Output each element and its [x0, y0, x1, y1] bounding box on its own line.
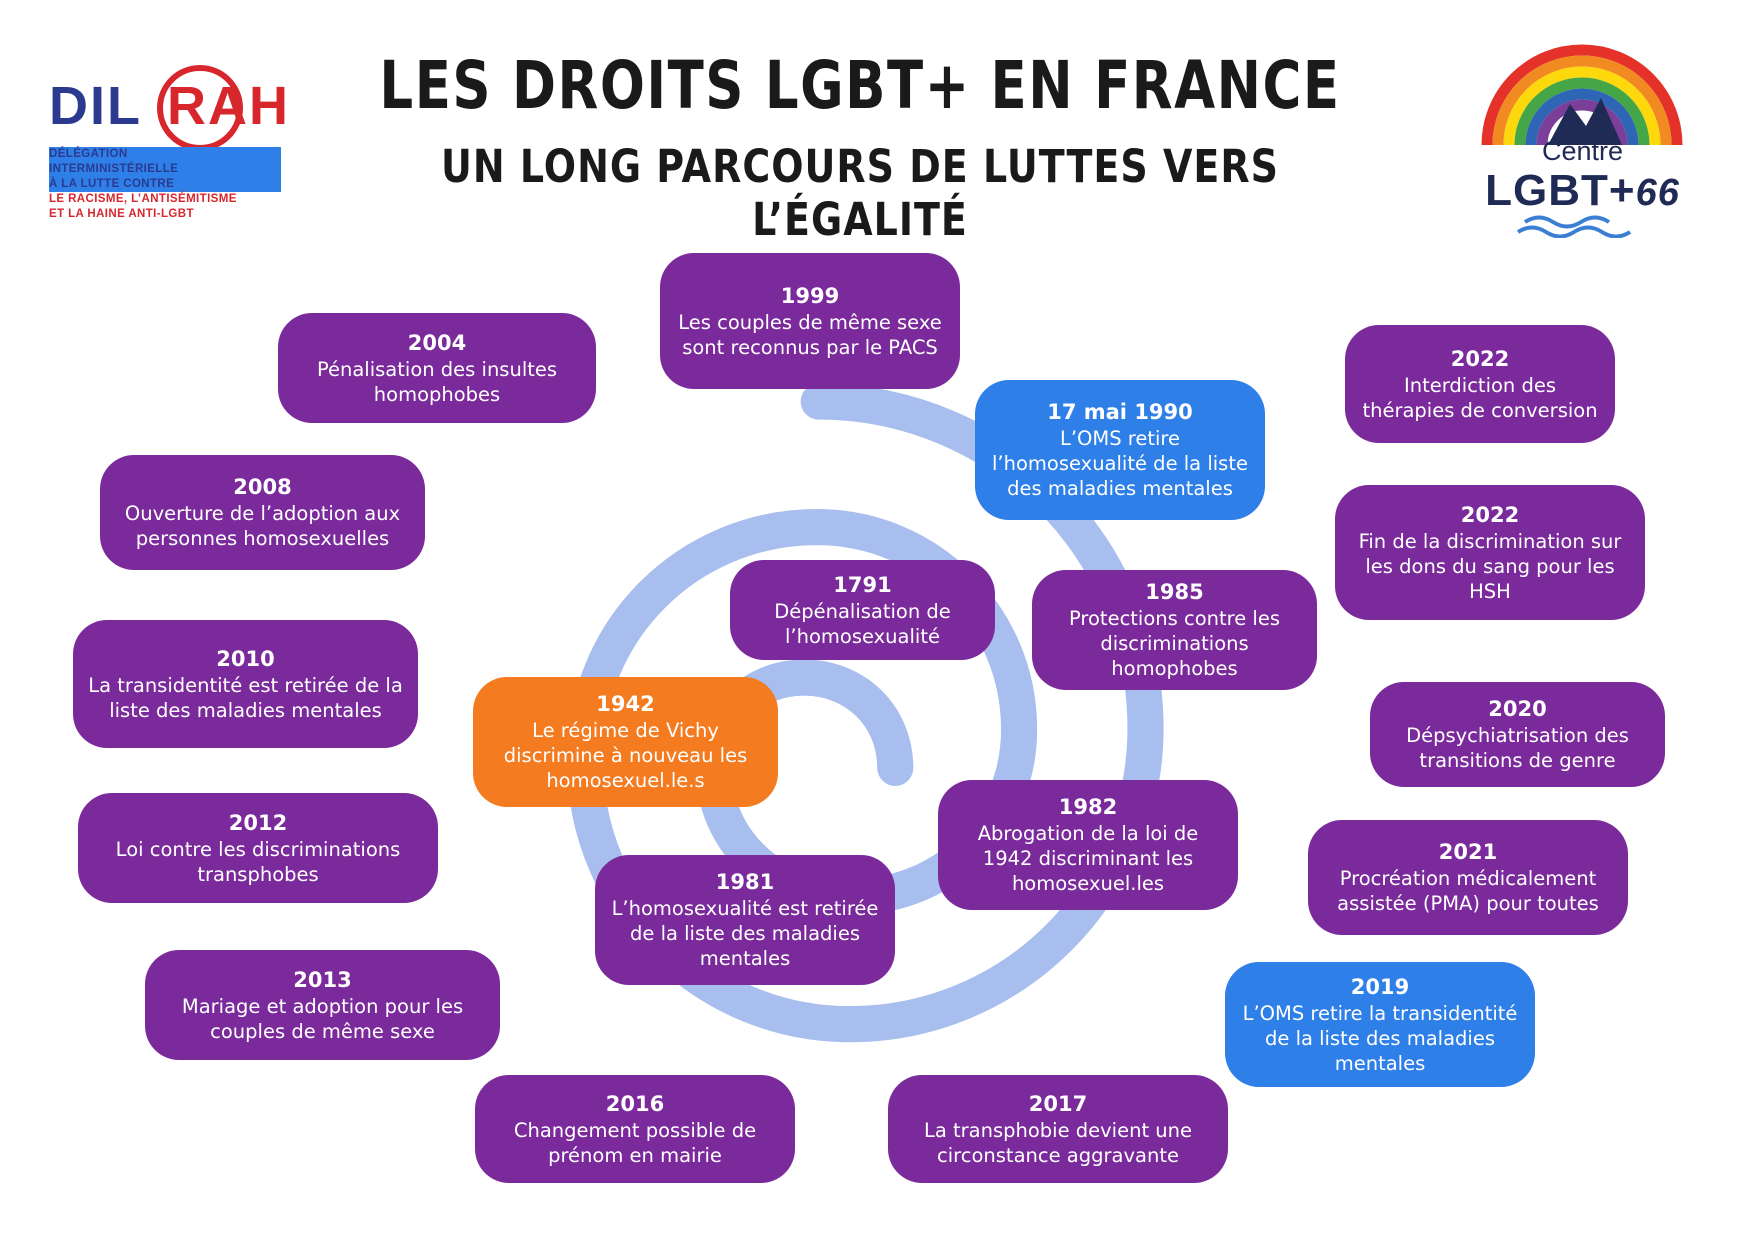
event-text: L’OMS retire la transidentité de la liste des maladies mentales: [1242, 1001, 1518, 1075]
event-text: Changement possible de prénom en mairie: [513, 1118, 757, 1167]
event-bubble-2017[interactable]: [888, 1075, 1228, 1183]
event-text: Dépsychiatrisation des transitions de genre: [1406, 724, 1629, 772]
dilcrah-logo-subtitle: [49, 147, 281, 222]
centre-logo-lgbt-text: LGBT+: [1485, 166, 1636, 215]
event-bubble-2004[interactable]: [278, 313, 596, 423]
event-year: 2017: [1028, 1091, 1088, 1116]
event-text: Pénalisation des insultes homophobes: [316, 357, 558, 406]
event-text: Protections contre les discriminations homophobes: [1068, 607, 1281, 680]
event-year: 1981: [715, 870, 775, 894]
waves-icon: [1470, 212, 1695, 238]
dilcrah-sub-line2: INTERMINISTÉRIELLE: [49, 162, 281, 177]
event-text: La transidentité est retirée de la liste des maladies mentales: [88, 673, 403, 722]
event-year: 1791: [833, 572, 892, 597]
event-year: 2016: [605, 1091, 665, 1116]
event-text: Loi contre les discriminations transphobes: [115, 837, 401, 886]
event-text: L’homosexualité est retirée de la liste des maladies mentales: [611, 897, 879, 970]
event-text: Fin de la discrimination sur les dons du sang pour les HSH: [1358, 529, 1622, 603]
rainbow-mountain-icon: [1470, 40, 1695, 150]
event-bubble-2008[interactable]: [100, 455, 425, 570]
event-bubble-2020[interactable]: [1370, 682, 1665, 787]
event-bubble-1990[interactable]: [975, 380, 1265, 520]
event-bubble-2019[interactable]: [1225, 962, 1535, 1087]
event-text: Abrogation de la loi de 1942 discriminant les homosexuel.les: [977, 822, 1199, 895]
dilcrah-logo: [45, 55, 290, 230]
event-bubble-2013[interactable]: [145, 950, 500, 1060]
event-year: 1942: [596, 692, 655, 716]
event-text: Mariage et adoption pour les couples de même sexe: [181, 994, 464, 1043]
dilcrah-sub-line5: ET LA HAINE ANTI-LGBT: [49, 208, 194, 220]
event-text: Procréation médicalement assistée (PMA) pour toutes: [1337, 867, 1599, 915]
event-text: Le régime de Vichy discrimine à nouveau les homosexuel.le.s: [503, 719, 748, 792]
event-text: Dépénalisation de l’homosexualité: [774, 599, 951, 648]
event-year: 2010: [216, 646, 275, 671]
event-year: 1982: [1058, 795, 1118, 819]
centre-logo-line1: Centre: [1541, 136, 1624, 166]
event-year: 2022: [1450, 346, 1510, 371]
dilcrah-logo-part2: RAH: [167, 76, 290, 136]
event-year: 17 mai 1990: [1047, 400, 1193, 424]
event-text: Interdiction des thérapies de conversion: [1362, 373, 1598, 422]
event-text: Ouverture de l’adoption aux personnes homosexuelles: [124, 502, 401, 550]
event-bubble-1981[interactable]: [595, 855, 895, 985]
event-year: 2022: [1460, 502, 1520, 527]
event-bubble-1985[interactable]: [1032, 570, 1317, 690]
page-subtitle: UN LONG PARCOURS DE LUTTES VERS L’ÉGALITÉ: [441, 140, 1279, 246]
event-year: 2004: [407, 330, 467, 355]
event-text: La transphobie devient une circonstance aggravante: [923, 1118, 1193, 1167]
event-bubble-2022-sang[interactable]: [1335, 485, 1645, 620]
centre-lgbt66-logo: [1470, 40, 1695, 225]
event-year: 2012: [228, 810, 288, 835]
dilcrah-logo-part1: DIL: [49, 76, 142, 136]
event-year: 2019: [1350, 974, 1410, 999]
event-bubble-1999[interactable]: [660, 253, 960, 389]
event-year: 2021: [1438, 840, 1498, 864]
event-bubble-1791[interactable]: [730, 560, 995, 660]
page-title: LES DROITS LGBT+ EN FRANCE: [379, 48, 1341, 125]
event-year: 1999: [780, 283, 840, 308]
centre-logo-line2: [1470, 166, 1695, 216]
event-bubble-2012[interactable]: [78, 793, 438, 903]
event-bubble-1982[interactable]: [938, 780, 1238, 910]
event-bubble-2022-therapies[interactable]: [1345, 325, 1615, 443]
dilcrah-sub-line3: À LA LUTTE CONTRE: [49, 177, 281, 192]
dilcrah-sub-line1: DÉLÉGATION: [49, 147, 281, 162]
dilcrah-sub-line4: LE RACISME, L’ANTISÉMITISME: [49, 193, 237, 205]
event-year: 2008: [233, 475, 292, 499]
event-year: 2013: [293, 967, 352, 992]
event-year: 2020: [1488, 697, 1547, 721]
event-bubble-2021[interactable]: [1308, 820, 1628, 935]
centre-logo-66-text: 66: [1635, 172, 1680, 214]
event-text: Les couples de même sexe sont reconnus par le PACS: [678, 310, 942, 359]
event-bubble-2016[interactable]: [475, 1075, 795, 1183]
event-bubble-2010[interactable]: [73, 620, 418, 748]
event-text: L’OMS retire l’homosexualité de la liste des maladies mentales: [992, 427, 1248, 500]
poster-header: [0, 0, 1748, 246]
event-year: 1985: [1145, 580, 1204, 604]
event-bubble-1942[interactable]: [473, 677, 778, 807]
